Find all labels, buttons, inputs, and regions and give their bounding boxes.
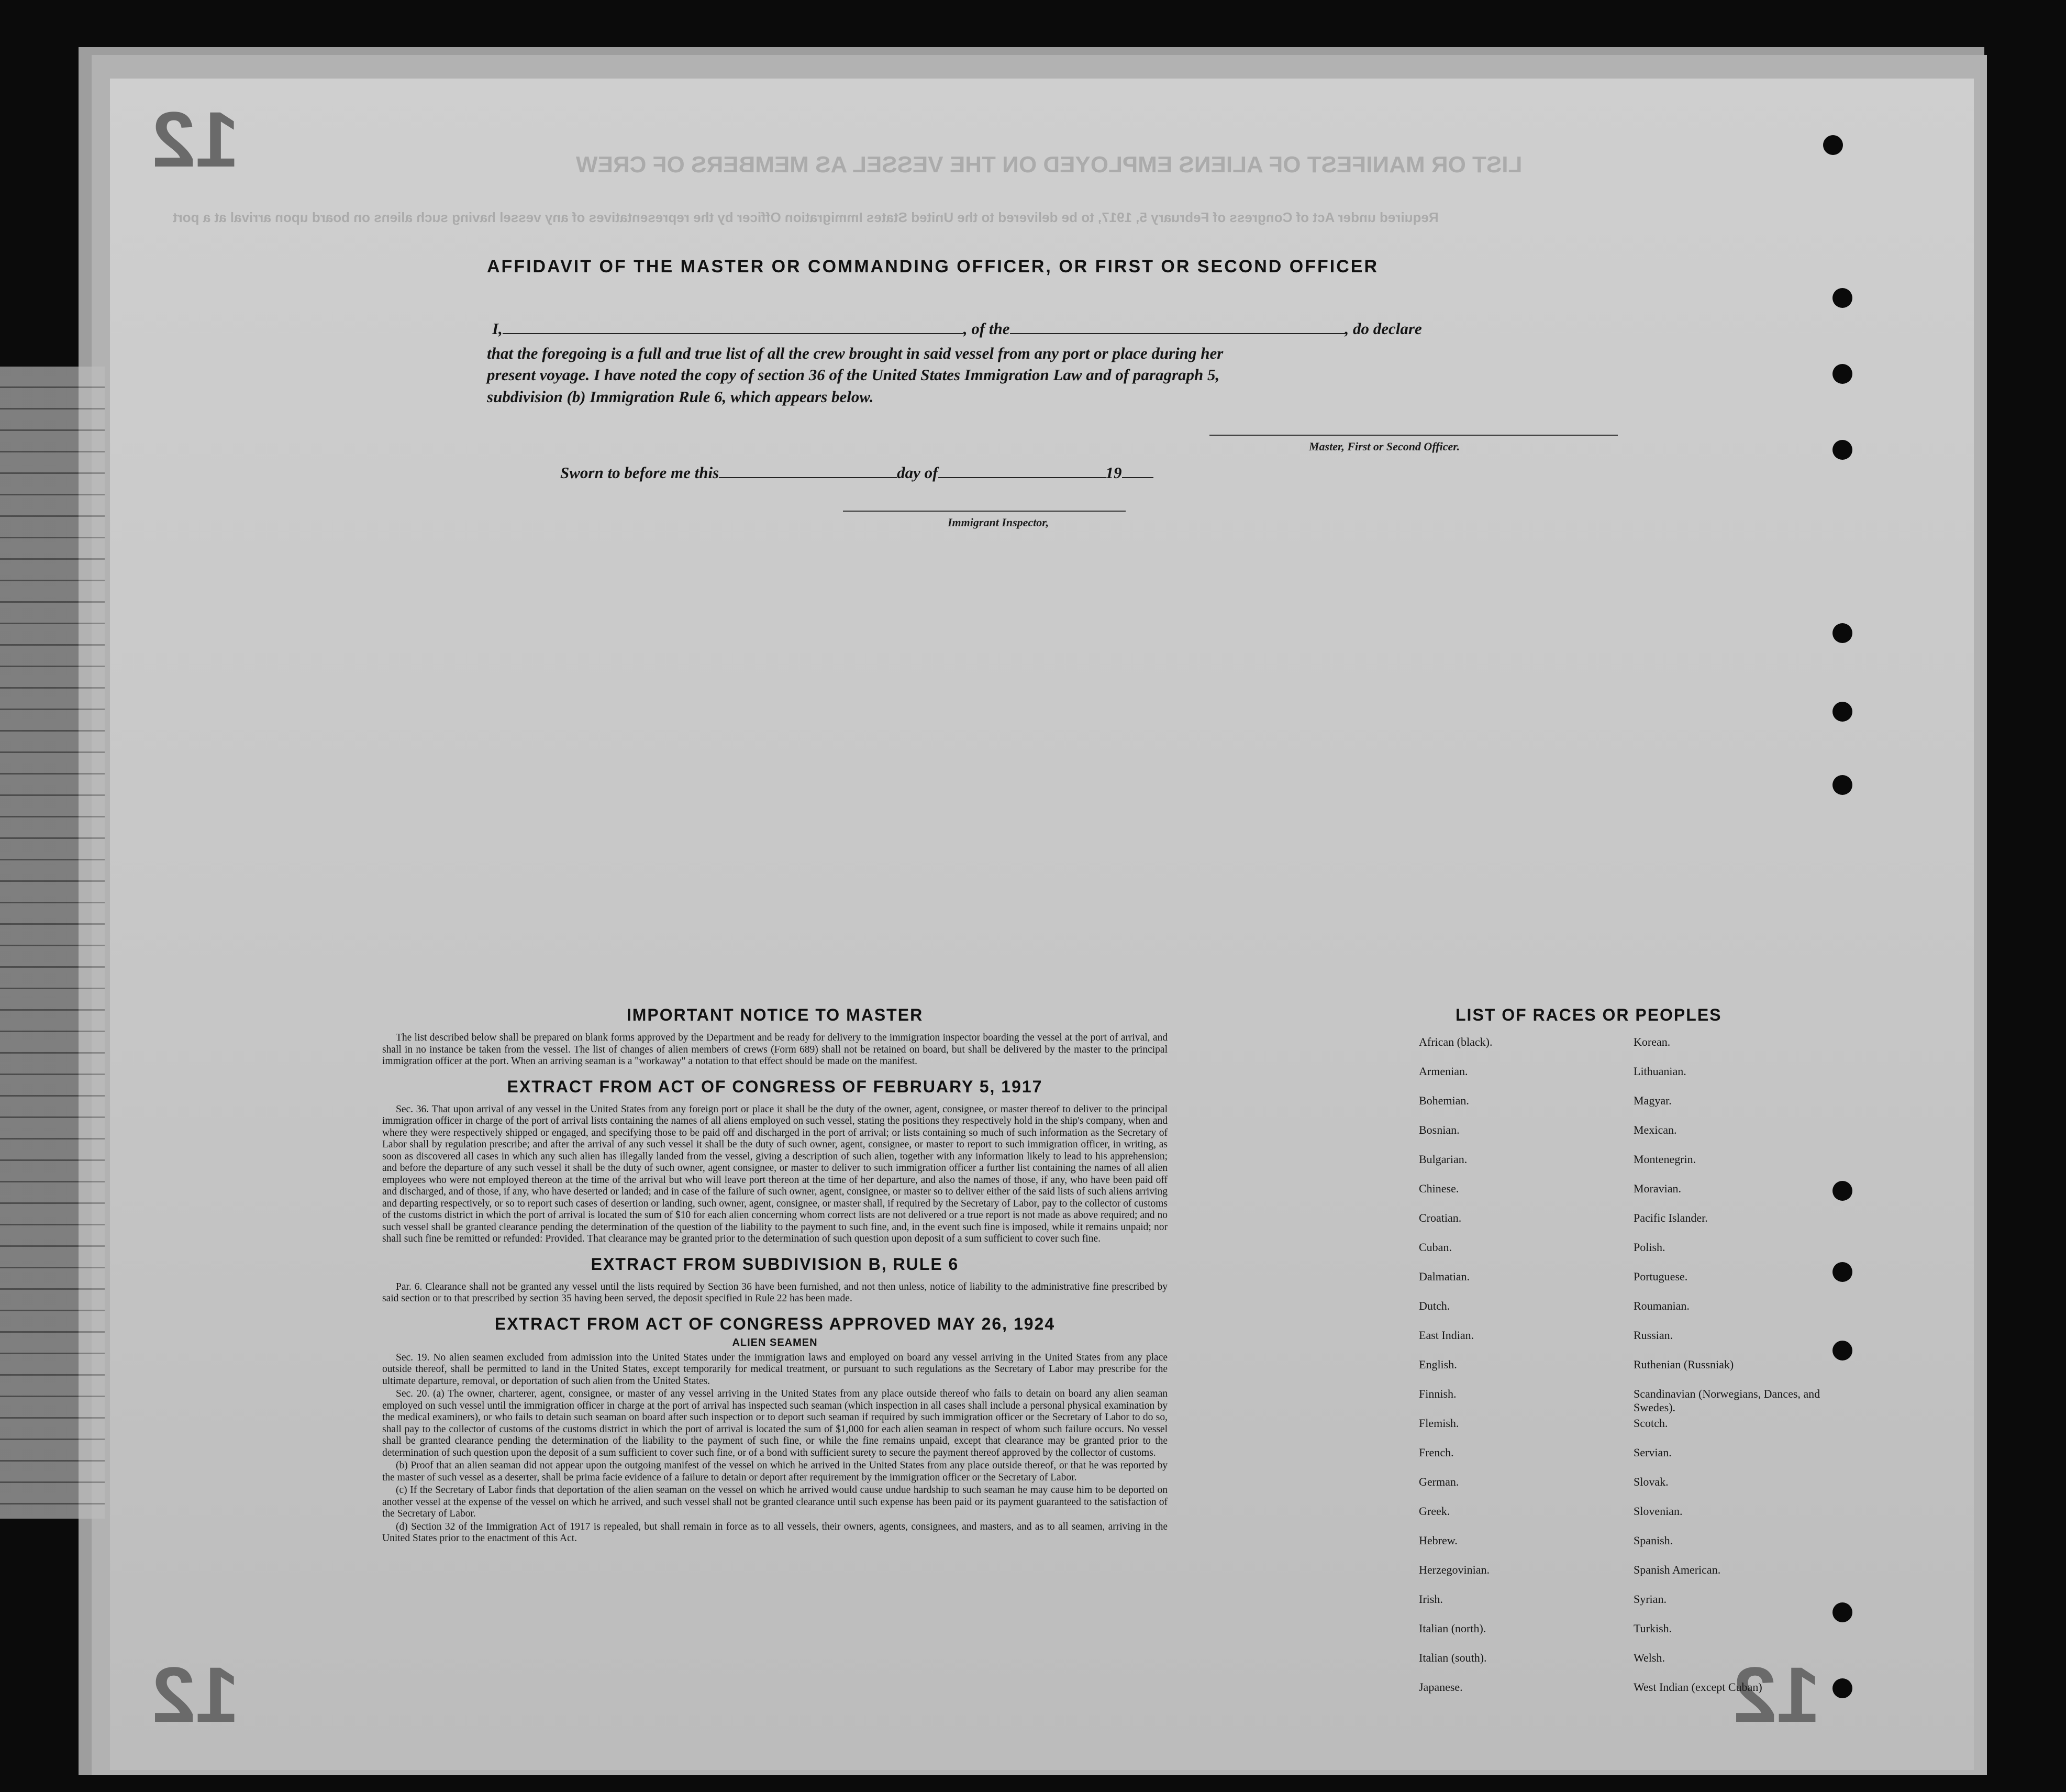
sworn-month-blank[interactable]: [938, 477, 1106, 478]
race-item: Cuban.: [1419, 1241, 1452, 1254]
notice-text: The list described below shall be prepared on blank forms approved by the Department and be ready for delivery to the immigration inspector boarding the vessel at the port of arrival, and shall in no instance be taken from the vessel. The list of changes of alien members of crews (Form 689) shall not be retained on board, but shall be delivered by the master to the principal immigration officer at the port. When an arriving seaman is a "workaway" a notation to that effect should be made on the manifest.: [382, 1032, 1168, 1067]
inspector-signature-line[interactable]: [843, 511, 1126, 512]
race-item: Hebrew.: [1419, 1534, 1458, 1547]
year-prefix: 19: [1105, 463, 1122, 482]
race-item: Polish.: [1634, 1241, 1665, 1254]
race-item: Finnish.: [1419, 1387, 1457, 1400]
race-item: Portuguese.: [1634, 1270, 1688, 1283]
race-item: Montenegrin.: [1634, 1153, 1696, 1166]
ledger-margin-lines: [0, 367, 105, 1519]
master-name-blank[interactable]: [503, 333, 963, 334]
race-item: Dutch.: [1419, 1299, 1450, 1312]
race-item: Japanese.: [1419, 1680, 1463, 1694]
punch-hole: [1832, 775, 1852, 795]
affidavit-declare: , do declare: [1345, 319, 1422, 338]
sworn-day-blank[interactable]: [719, 477, 897, 478]
races-list: [1387, 1005, 1859, 1768]
race-item: Ruthenian (Russniak): [1634, 1358, 1734, 1371]
affidavit-declaration-line: [492, 319, 1422, 338]
race-item: Welsh.: [1634, 1651, 1665, 1664]
race-item: Flemish.: [1419, 1417, 1459, 1430]
races-title: LIST OF RACES OR PEOPLES: [1456, 1005, 1722, 1024]
extract-1924-sec20a: Sec. 20. (a) The owner, charterer, agent, consignee, or master of any vessel arriving in the United States from any place outside thereof who fails to detain on board any alien seaman employed on such vessel until the immigration officer in charge at the port of arrival has inspected such seaman (which inspection in all cases shall include a personal physical examination by the medical examiners), or who fails to detain such seaman on board after such inspection or to deport such seaman if required by such immigration officer or the Secretary of Labor to do so, shall pay to the collector of customs of the customs district in which the port of arrival is located the sum of $1,000 for each alien seaman in respect of whom such failure occurs. No vessel shall be granted clearance pending the determination of the liability to the payment of such fine, or while the fine remains unpaid, except that clearance may be granted prior to the determination of such question upon the deposit of a sum sufficient to cover such fine, or of a bond with sufficient surety to secure the payment thereof approved by the collector of customs.: [382, 1388, 1168, 1458]
race-item: Russian.: [1634, 1329, 1673, 1342]
inspector-signature-label: Immigrant Inspector,: [948, 516, 1049, 529]
page-number-bottom-left: 12: [152, 1651, 239, 1739]
extract-1924-title: EXTRACT FROM ACT OF CONGRESS APPROVED MAY 26, 1924: [494, 1314, 1056, 1333]
race-item: Syrian.: [1634, 1592, 1667, 1606]
day-of-label: day of: [897, 463, 938, 482]
extract-1917-title: EXTRACT FROM ACT OF CONGRESS OF FEBRUARY 5, 1917: [507, 1077, 1043, 1096]
page-number-bottom-right: 12: [1733, 1651, 1820, 1739]
race-item: Italian (south).: [1419, 1651, 1487, 1664]
extract-1924-subtitle: ALIEN SEAMEN: [732, 1336, 818, 1348]
master-signature-label: Master, First or Second Officer.: [1309, 440, 1460, 453]
race-item: Spanish American.: [1634, 1563, 1721, 1576]
race-item: Turkish.: [1634, 1622, 1672, 1635]
vessel-name-blank[interactable]: [1010, 333, 1345, 334]
race-item: Croatian.: [1419, 1211, 1462, 1224]
race-item: Lithuanian.: [1634, 1065, 1686, 1078]
extract-1924-sec19: Sec. 19. No alien seamen excluded from admission into the United States under the immigration laws and employed on board any vessel arriving in the United States from any place outside thereof, shall be permitted to land in the United States, except temporarily for medical treatment, or pursuant to such regulations as the Secretary of Labor may prescribe for the ultimate departure, removal, or deportation of such alien from the United States.: [382, 1352, 1168, 1387]
races-left-column: [1419, 1035, 1639, 1710]
race-item: Spanish.: [1634, 1534, 1673, 1547]
race-item: Korean.: [1634, 1035, 1671, 1048]
race-item: German.: [1419, 1475, 1459, 1488]
race-item: Bulgarian.: [1419, 1153, 1468, 1166]
race-item: African (black).: [1419, 1035, 1493, 1048]
affidavit-title: AFFIDAVIT OF THE MASTER OR COMMANDING OFFICER, OR FIRST OR SECOND OFFICER: [487, 257, 1379, 276]
race-item: Pacific Islander.: [1634, 1211, 1708, 1224]
race-item: Greek.: [1419, 1505, 1450, 1518]
sworn-label: Sworn to before me this: [560, 463, 719, 482]
race-item: Dalmatian.: [1419, 1270, 1470, 1283]
race-item: Irish.: [1419, 1592, 1443, 1606]
race-item: West Indian (except Cuban): [1634, 1680, 1762, 1694]
affidavit-of-the: , of the: [963, 319, 1010, 338]
race-item: Mexican.: [1634, 1123, 1677, 1136]
extract-rule6-text: Par. 6. Clearance shall not be granted any vessel until the lists required by Section 36 have been furnished, and not then unless, notice of liability to the administrative fine prescribed by said section or to that prescribed by section 35 having been served, the deposit specified in Rule 22 has been made.: [382, 1281, 1168, 1304]
race-item: Roumanian.: [1634, 1299, 1690, 1312]
sworn-line: [560, 463, 1153, 482]
race-item: Armenian.: [1419, 1065, 1468, 1078]
race-item: English.: [1419, 1358, 1457, 1371]
extract-1924-sec20c: (c) If the Secretary of Labor finds that deportation of the alien seaman on the vessel on which he arrived would cause undue hardship to such seaman he may cause him to be deported on another vessel at the expense of the vessel on which he arrived, and such vessel shall not be granted clearance until such expense has been paid or its payment guaranteed to the satisfaction of the Secretary of Labor.: [382, 1485, 1168, 1519]
race-item: Bosnian.: [1419, 1123, 1460, 1136]
race-item: Chinese.: [1419, 1182, 1459, 1195]
race-item: French.: [1419, 1446, 1454, 1459]
race-item: Herzegovinian.: [1419, 1563, 1490, 1576]
races-grid: [1387, 1035, 1859, 1768]
race-item: East Indian.: [1419, 1329, 1474, 1342]
reverse-bleed-title: LIST OR MANIFEST OF ALIENS EMPLOYED ON THE VESSEL AS MEMBERS OF CREW: [576, 152, 1523, 178]
punch-hole: [1823, 135, 1843, 155]
race-item: Italian (north).: [1419, 1622, 1486, 1635]
races-right-column: [1634, 1035, 1853, 1710]
race-item: Bohemian.: [1419, 1094, 1469, 1107]
extract-1917-text: Sec. 36. That upon arrival of any vessel in the United States from any foreign port or place it shall be the duty of the owner, agent, consignee, or master thereof to deliver to the principal immigration officer in charge of the port of arrival lists containing the names of all aliens employed on such vessel, stating the positions they respectively hold in the ship's company, when and where they were respectively shipped or engaged, and specifying those to be paid off and discharged in the port of arrival; or lists containing so much of such information as the Secretary of Labor shall by regulation prescribe; and after the arrival of any such vessel it shall be the duty of such owner, agent, consignee, or master to report to such immigration officer, in writing, as soon as discovered all cases in which any such alien has illegally landed from the vessel, giving a description of such alien, together with any information likely to lead to his apprehension; and before the departure of any such vessel it shall be the duty of such owner, agent consignee, or master to deliver to such immigration officer a further list containing the names of all alien employees who were not employed thereon at the time of the arrival but who will leave port thereon at the time of her departure, and also the names of those, if any, who have been paid off and discharged, and of those, if any, who have deserted or landed; and in case of the failure of such owner, agent, consignee, or master so to deliver either of the said lists of such aliens arriving and departing respectively, or so to report such cases of desertion or landing, such owner, agent, consignee, or master shall, if required by the Secretary of Labor, pay to the collector of customs of the customs district in which the port of arrival is located the sum of $10 for each alien concerning whom correct lists are not delivered or a true report is not made as above required; and no such vessel shall be granted clearance pending the determination of the question of the liability to the payment to such fine, and, in the event such fine is imposed, while it remains unpaid; nor shall such fine be remitted or refunded: Provided. That clearance may be granted prior to the determination of such question upon deposit of a sum sufficient to cover such fine.: [382, 1103, 1168, 1244]
affidavit-i-label: I,: [492, 319, 503, 338]
race-item: Scandinavian (Norwegians, Dances, and Swedes).: [1634, 1387, 1820, 1414]
reverse-bleed-subtitle: Required under Act of Congress of February 5, 1917, to be delivered to the United States Immigration Officer by the representatives of any vessel having such aliens on board upon arrival at a port: [173, 209, 1439, 225]
affidavit-line-3: present voyage. I have noted the copy of section 36 of the United States Immigration Law and of paragraph 5,: [487, 366, 1220, 384]
race-item: Slovak.: [1634, 1475, 1669, 1488]
extract-1924-sec20d: (d) Section 32 of the Immigration Act of 1917 is repealed, but shall remain in force as to all vessels, their owners, agents, consignees, and masters, and as to all seamen, arriving in the United States prior to the enactment of this Act.: [382, 1521, 1168, 1544]
race-item: Servian.: [1634, 1446, 1672, 1459]
punch-hole: [1832, 623, 1852, 643]
extract-rule6-title: EXTRACT FROM SUBDIVISION B, RULE 6: [591, 1254, 959, 1274]
affidavit-section: [110, 257, 1974, 550]
legal-notices: [382, 1005, 1168, 1546]
notice-title: IMPORTANT NOTICE TO MASTER: [626, 1005, 924, 1024]
race-item: Scotch.: [1634, 1417, 1668, 1430]
sworn-year-blank[interactable]: [1122, 477, 1153, 478]
extract-1924-sec20b: (b) Proof that an alien seaman did not appear upon the outgoing manifest of the vessel on which he arrived in the United States from any place outside thereof, or that he was reported by the master of such vessel as a deserter, shall be prima facie evidence of a failure to detain or deport after requirement by the immigration officer or the Secretary of Labor.: [382, 1460, 1168, 1483]
race-item: Magyar.: [1634, 1094, 1672, 1107]
manifest-sheet: [110, 79, 1974, 1770]
race-item: Slovenian.: [1634, 1505, 1683, 1518]
race-item: Moravian.: [1634, 1182, 1682, 1195]
affidavit-line-4: subdivision (b) Immigration Rule 6, which appears below.: [487, 388, 874, 406]
master-signature-line[interactable]: [1209, 435, 1618, 436]
punch-hole: [1832, 702, 1852, 722]
affidavit-line-2: that the foregoing is a full and true list of all the crew brought in said vessel from any port or place during her: [487, 344, 1224, 362]
page-number-top: 12: [152, 95, 239, 183]
